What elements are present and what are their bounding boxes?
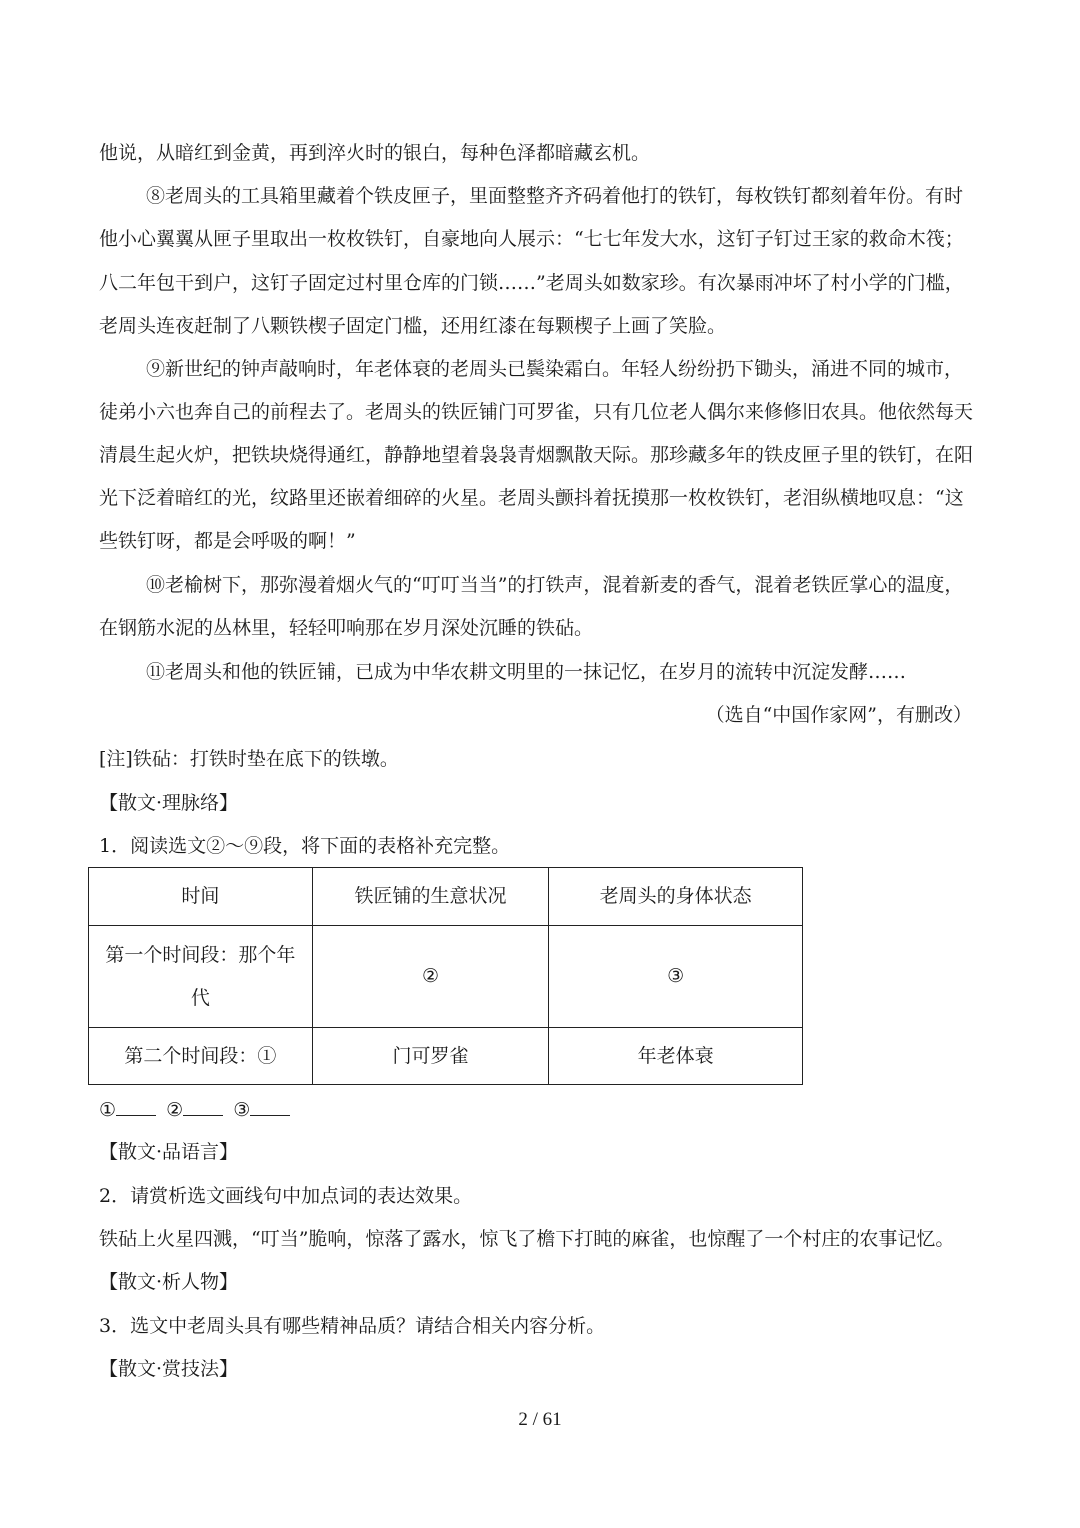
annotation-note: [注]铁砧：打铁时垫在底下的铁墩。 xyxy=(99,748,399,770)
paragraph-8-line-4: 老周头连夜赶制了八颗铁楔子固定门槛，还用红漆在每颗楔子上画了笑脸。 xyxy=(99,315,727,337)
table-header-row xyxy=(89,868,803,926)
paragraph-10-line-1: ⑩老榆树下，那弥漫着烟火气的“叮叮当当”的打铁声，混着新麦的香气，混着老铁匠掌心的温度， xyxy=(146,574,964,596)
table-row xyxy=(89,926,803,1028)
paragraph-8-line-3: 八二年包干到户，这钉子固定过村里仓库的门锁……”老周头如数家珍。有次暴雨冲坏了村小学的门槛， xyxy=(99,272,964,294)
section-heading-1: 【散文·理脉络】 xyxy=(99,792,239,814)
question-2: 2．请赏析选文画线句中加点词的表达效果。 xyxy=(99,1185,473,1207)
blank-label-2: ② xyxy=(166,1099,184,1121)
answer-table xyxy=(88,867,803,1085)
section-heading-3: 【散文·析人物】 xyxy=(99,1271,239,1293)
table-cell-time-line-2: 代 xyxy=(190,986,210,1009)
table-cell-time[interactable]: 第二个时间段：① xyxy=(89,1028,313,1085)
paragraph-9-line-2: 徒弟小六也奔自己的前程去了。老周头的铁匠铺门可罗雀，只有几位老人偶尔来修修旧农具。他依然每天 xyxy=(99,401,974,423)
table-cell-body: 年老体衰 xyxy=(549,1028,803,1085)
paragraph-9-line-1: ⑨新世纪的钟声敲响时，年老体衰的老周头已鬓染霜白。年轻人纷纷扔下锄头，涌进不同的城市， xyxy=(146,358,964,380)
paragraph-8-line-2: 他小心翼翼从匣子里取出一枚枚铁钉，自豪地向人展示：“七七年发大水，这钉子钉过王家的救命木筏； xyxy=(99,228,964,250)
table-cell-business: 门可罗雀 xyxy=(312,1028,549,1085)
paragraph-10-line-2: 在钢筋水泥的丛林里，轻轻叩响那在岁月深处沉睡的铁砧。 xyxy=(99,617,594,639)
table-cell-time xyxy=(89,926,313,1028)
paragraph-9-line-4: 光下泛着暗红的光，纹路里还嵌着细碎的火星。老周头颤抖着抚摸那一枚枚铁钉，老泪纵横地叹息：“这 xyxy=(99,487,964,509)
blank-field-2[interactable] xyxy=(183,1097,223,1116)
source-citation: （选自“中国作家网”，有删改） xyxy=(705,704,972,726)
table-header-cell: 老周头的身体状态 xyxy=(549,868,803,926)
paragraph-8-line-1: ⑧老周头的工具箱里藏着个铁皮匣子，里面整整齐齐码着他打的铁钉，每枚铁钉都刻着年份。有时 xyxy=(146,185,964,207)
table-cell-body[interactable]: ③ xyxy=(549,926,803,1028)
paragraph-11: ⑪老周头和他的铁匠铺，已成为中华农耕文明里的一抹记忆，在岁月的流转中沉淀发酵…… xyxy=(146,661,907,683)
blank-label-1: ① xyxy=(99,1099,117,1121)
table-row xyxy=(89,1028,803,1085)
question-1: 1．阅读选文②～⑨段，将下面的表格补充完整。 xyxy=(99,835,511,857)
section-heading-4: 【散文·赏技法】 xyxy=(99,1358,239,1380)
question-2-sentence: 铁砧上火星四溅，“叮当”脆响，惊落了露水，惊飞了檐下打盹的麻雀，也惊醒了一个村庄的农事记忆。 xyxy=(99,1228,955,1250)
table-header-cell: 时间 xyxy=(89,868,313,926)
question-3: 3．选文中老周头具有哪些精神品质？请结合相关内容分析。 xyxy=(99,1315,606,1337)
blank-label-3: ③ xyxy=(233,1099,251,1121)
blank-field-3[interactable] xyxy=(250,1097,290,1116)
table-cell-time-line-1: 第一个时间段：那个年 xyxy=(105,943,296,966)
answer-blanks xyxy=(99,1097,294,1122)
section-heading-2: 【散文·品语言】 xyxy=(99,1141,239,1163)
paragraph-9-line-3: 清晨生起火炉，把铁块烧得通红，静静地望着袅袅青烟飘散天际。那珍藏多年的铁皮匣子里的铁钉，在阳 xyxy=(99,444,974,466)
blank-field-1[interactable] xyxy=(116,1097,156,1116)
table-cell-business[interactable]: ② xyxy=(312,926,549,1028)
page-number: 2 / 61 xyxy=(518,1409,562,1430)
table-header-cell: 铁匠铺的生意状况 xyxy=(312,868,549,926)
paragraph-9-line-5: 些铁钉呀，都是会呼吸的啊！” xyxy=(99,530,356,552)
paragraph-7-tail: 他说，从暗红到金黄，再到淬火时的银白，每种色泽都暗藏玄机。 xyxy=(99,142,651,164)
